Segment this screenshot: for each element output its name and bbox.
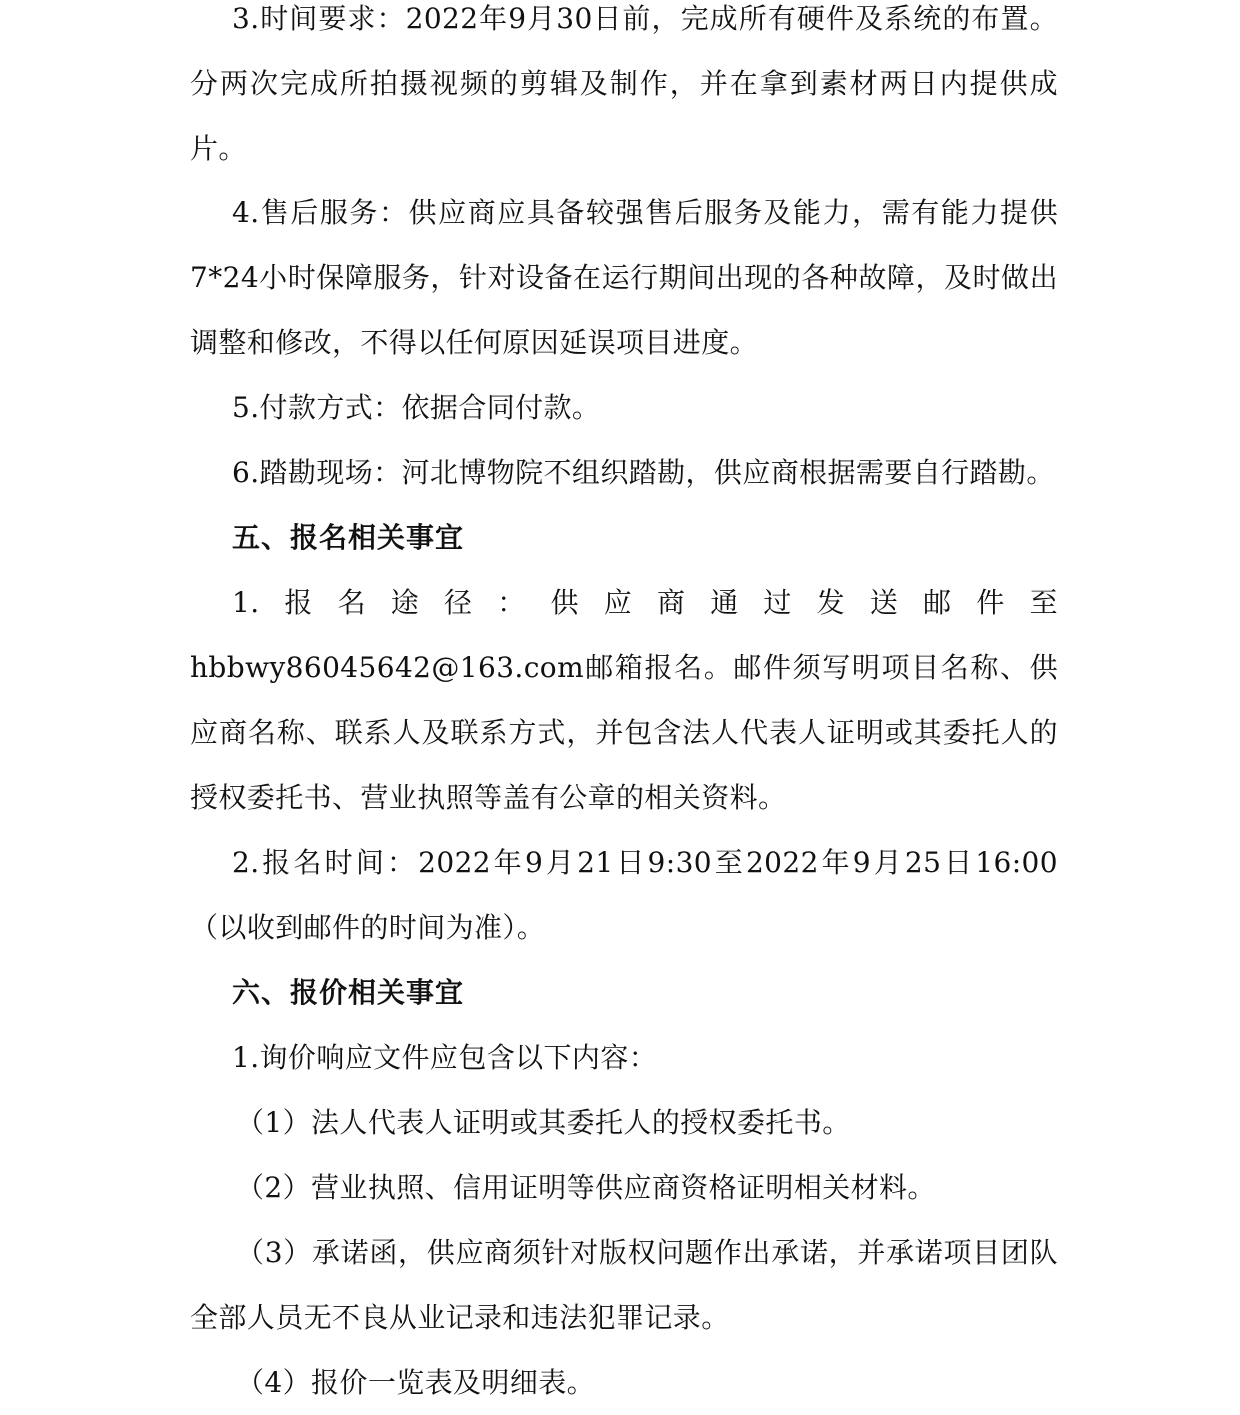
list-item-authorization: （1）法人代表人证明或其委托人的授权委托书。	[236, 1106, 851, 1139]
list-item-commitment-letter: （3）承诺函，供应商须针对版权问题作出承诺，并承诺项目团队全部人员无不良从业记录和违法犯罪记录。	[190, 1236, 1058, 1334]
section-heading-signup: 五、报名相关事宜	[232, 521, 465, 554]
paragraph-after-sales-service: 4.售后服务：供应商应具备较强售后服务及能力，需有能力提供7*24小时保障服务，针对设备在运行期间出现的各种故障，及时做出调整和修改，不得以任何原因延误项目进度。	[190, 196, 1058, 359]
section-heading-quotation: 六、报价相关事宜	[232, 976, 465, 1009]
paragraph-time-requirement: 3.时间要求：2022年9月30日前，完成所有硬件及系统的布置。分两次完成所拍摄视频的剪辑及制作，并在拿到素材两日内提供成片。	[190, 2, 1058, 165]
list-item-business-license: （2）营业执照、信用证明等供应商资格证明相关材料。	[236, 1171, 936, 1204]
paragraph-payment-method: 5.付款方式：依据合同付款。	[232, 391, 601, 424]
paragraph-site-survey: 6.踏勘现场：河北博物院不组织踏勘，供应商根据需要自行踏勘。	[232, 456, 1055, 489]
paragraph-signup-time: 2.报名时间：2022年9月21日9:30至2022年9月25日16:00（以收到邮件的时间为准）。	[190, 846, 1058, 944]
paragraph-quotation-contents: 1.询价响应文件应包含以下内容：	[232, 1041, 658, 1074]
list-item-price-list: （4）报价一览表及明细表。	[236, 1366, 596, 1399]
paragraph-signup-method: 1.报名途径：供应商通过发送邮件至hbbwy86045642@163.com邮箱报名。邮件须写明项目名称、供应商名称、联系人及联系方式，并包含法人代表人证明或其委托人的授权委托书、营业执照等盖有公章的相关资料。	[190, 586, 1058, 814]
